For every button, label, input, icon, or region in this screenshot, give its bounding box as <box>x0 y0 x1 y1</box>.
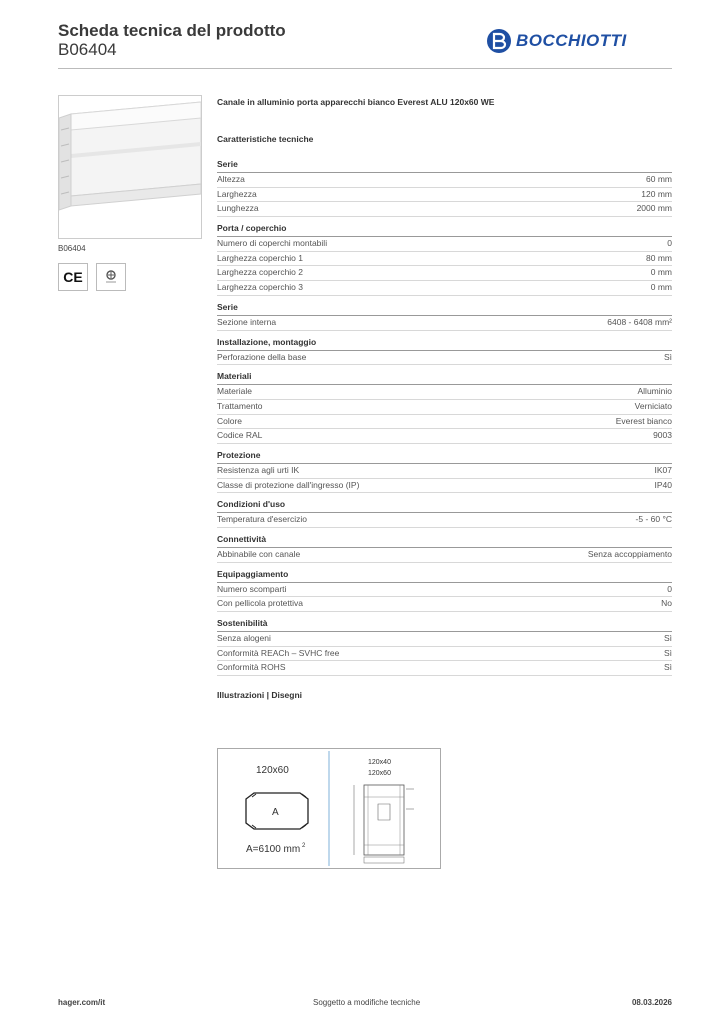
spec-section-title: Serie <box>217 302 672 316</box>
spec-value: 2000 mm <box>636 203 672 214</box>
spec-section <box>217 569 672 612</box>
spec-label: Perforazione della base <box>217 351 307 362</box>
logo-text: BOCCHIOTTI <box>516 31 627 50</box>
drawing-right-label-2: 120x60 <box>368 770 391 777</box>
drawing-left-label: 120x60 <box>256 765 289 776</box>
spec-row <box>217 173 672 188</box>
spec-label: Con pellicola protettiva <box>217 598 303 609</box>
spec-label: Conformità REACh – SVHC free <box>217 647 340 658</box>
spec-section <box>217 450 672 493</box>
spec-section-title: Installazione, montaggio <box>217 337 672 351</box>
spec-row <box>217 188 672 203</box>
spec-value: 60 mm <box>646 174 672 184</box>
technical-drawing <box>217 748 441 869</box>
spec-value: Everest bianco <box>615 415 672 426</box>
spec-label: Numero di coperchi montabili <box>217 238 328 249</box>
spec-value: Sì <box>663 633 672 644</box>
drawing-section-letter: A <box>272 807 279 818</box>
spec-value: Verniciato <box>634 400 672 411</box>
spec-label: Altezza <box>217 174 245 184</box>
spec-row <box>217 385 672 400</box>
ce-mark <box>58 263 88 291</box>
spec-row <box>217 647 672 662</box>
footer-date: 08.03.2026 <box>631 998 672 1007</box>
spec-label: Numero scomparti <box>217 583 287 594</box>
spec-value: Sì <box>663 647 672 658</box>
spec-value: Sì <box>663 351 672 362</box>
bocchiotti-logo <box>486 28 627 54</box>
spec-label: Senza alogeni <box>217 633 271 644</box>
spec-section <box>217 371 672 444</box>
specs-content <box>217 92 672 700</box>
spec-value: Alluminio <box>637 386 672 397</box>
spec-value: IK07 <box>654 464 672 475</box>
spec-row <box>217 400 672 415</box>
spec-label: Larghezza coperchio 3 <box>217 282 304 293</box>
spec-section <box>217 302 672 331</box>
spec-section-title: Sostenibilità <box>217 618 672 632</box>
spec-value: Sì <box>663 662 672 673</box>
product-code: B06404 <box>58 40 117 59</box>
spec-section <box>217 159 672 217</box>
drawing-area-exponent: 2 <box>302 843 306 849</box>
spec-value: Senza accoppiamento <box>587 549 672 559</box>
spec-label: Larghezza coperchio 2 <box>217 267 304 278</box>
spec-label: Larghezza coperchio 1 <box>217 252 304 263</box>
spec-value: 0 <box>667 583 672 594</box>
spec-row <box>217 316 672 331</box>
spec-row <box>217 464 672 479</box>
spec-row <box>217 351 672 366</box>
spec-label: Abbinabile con canale <box>217 549 301 559</box>
spec-section <box>217 223 672 296</box>
spec-section-title: Connettività <box>217 534 672 548</box>
illustrations-title: Illustrazioni | Disegni <box>217 690 303 701</box>
spec-section-title: Condizioni d'uso <box>217 499 672 513</box>
drawing-area-label: A=6100 mm <box>246 844 301 855</box>
spec-value: IP40 <box>654 479 672 490</box>
spec-value: 0 mm <box>650 267 672 278</box>
spec-value: 120 mm <box>641 188 672 199</box>
quality-certification-icon <box>96 263 126 291</box>
spec-label: Larghezza <box>217 188 257 199</box>
spec-value: 6408 - 6408 mm² <box>607 316 672 327</box>
spec-label: Lunghezza <box>217 203 259 214</box>
header-divider <box>58 68 672 69</box>
spec-row <box>217 429 672 444</box>
spec-value: 0 mm <box>650 282 672 293</box>
spec-row <box>217 266 672 281</box>
spec-value: 9003 <box>653 430 672 441</box>
spec-section-title: Materiali <box>217 371 672 385</box>
drawing-right-label-1: 120x40 <box>368 759 391 766</box>
footer-website[interactable]: hager.com/it <box>58 998 106 1007</box>
spec-section-title: Protezione <box>217 450 672 464</box>
spec-label: Classe di protezione dall'ingresso (IP) <box>217 479 360 490</box>
spec-value: 80 mm <box>646 252 672 263</box>
spec-row <box>217 548 672 563</box>
spec-section <box>217 337 672 366</box>
spec-section-title: Equipaggiamento <box>217 569 672 583</box>
spec-label: Colore <box>217 415 243 426</box>
image-caption: B06404 <box>58 244 86 253</box>
spec-row <box>217 237 672 252</box>
spec-row <box>217 202 672 217</box>
spec-label: Materiale <box>217 386 252 397</box>
spec-label: Trattamento <box>217 400 263 411</box>
spec-label: Sezione interna <box>217 316 277 327</box>
spec-label: Codice RAL <box>217 430 263 441</box>
spec-row <box>217 513 672 528</box>
spec-value: No <box>661 598 672 609</box>
spec-value: -5 - 60 °C <box>635 514 672 525</box>
spec-row <box>217 479 672 494</box>
product-description: Canale in alluminio porta apparecchi bianco Everest ALU 120x60 WE <box>217 97 495 107</box>
spec-label: Temperatura d'esercizio <box>217 514 307 525</box>
spec-sections <box>217 159 672 676</box>
spec-row <box>217 632 672 647</box>
characteristics-title: Caratteristiche tecniche <box>217 134 314 144</box>
spec-row <box>217 415 672 430</box>
spec-section <box>217 618 672 676</box>
spec-row <box>217 281 672 296</box>
spec-row <box>217 661 672 676</box>
spec-label: Conformità ROHS <box>217 662 286 673</box>
footer-notice: Soggetto a modifiche tecniche <box>313 998 421 1007</box>
spec-row <box>217 583 672 598</box>
spec-section-title: Porta / coperchio <box>217 223 672 237</box>
spec-section <box>217 534 672 563</box>
spec-section-title: Serie <box>217 159 672 173</box>
spec-row <box>217 597 672 612</box>
spec-label: Resistenza agli urti IK <box>217 464 300 475</box>
page-title: Scheda tecnica del prodotto <box>58 21 286 40</box>
spec-section <box>217 499 672 528</box>
product-image <box>58 95 202 239</box>
ce-mark-text: CE <box>63 269 83 285</box>
logo-mark-icon <box>486 28 512 54</box>
spec-value: 0 <box>667 238 672 249</box>
spec-row <box>217 252 672 267</box>
